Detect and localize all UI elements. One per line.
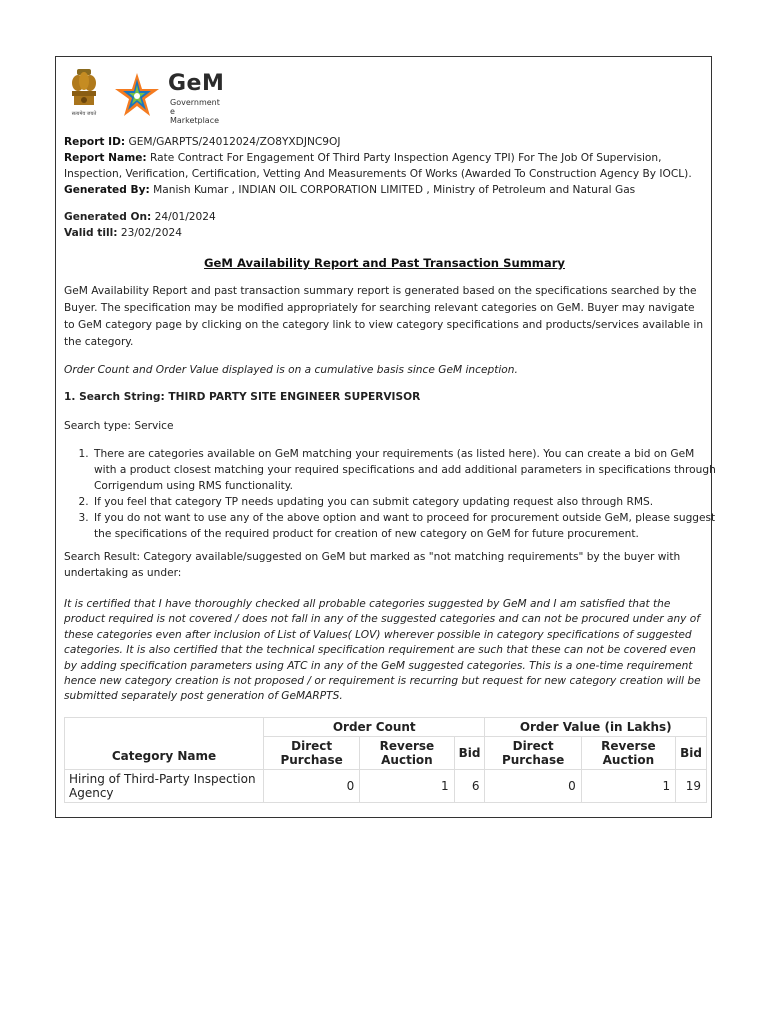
gem-brand-sub2: e Marketplace bbox=[170, 107, 220, 125]
emblem-motto: सत्यमेव जयते bbox=[71, 111, 97, 117]
list-item: 2. If you feel that category TP needs updating you can submit category updating request also through RMS. bbox=[92, 494, 720, 510]
generated-on-value: 24/01/2024 bbox=[154, 211, 216, 223]
gem-brand-text: GeM bbox=[168, 71, 225, 96]
report-name-line bbox=[64, 150, 700, 182]
report-id-label: Report ID: bbox=[64, 136, 126, 148]
guidance-list bbox=[64, 446, 720, 542]
generated-by-line bbox=[64, 182, 700, 198]
category-link[interactable]: Hiring of Third-Party Inspection Agency bbox=[65, 770, 264, 803]
search-type: Search type: Service bbox=[64, 420, 174, 432]
value-direct-purchase-header: Direct Purchase bbox=[485, 737, 581, 770]
report-title: GeM Availability Report and Past Transaction Summary bbox=[204, 256, 565, 270]
intro-paragraph: GeM Availability Report and past transaction summary report is generated based on the specifications searched by the Buyer. The specification may be modified appropriately for searching relevant categories on GeM. Buyer may navigate to GeM category page by clicking on the category link to view category specifications and products/services available in the category. bbox=[64, 285, 704, 348]
count-reverse-auction-header: Reverse Auction bbox=[360, 737, 454, 770]
search-string-heading: 1. Search String: THIRD PARTY SITE ENGINEER SUPERVISOR bbox=[64, 391, 421, 403]
count-bid: 6 bbox=[454, 770, 485, 803]
gem-brand-sub1: Government bbox=[170, 98, 220, 107]
transaction-summary-table bbox=[64, 717, 707, 803]
report-meta bbox=[64, 134, 700, 198]
generated-by-label: Generated By: bbox=[64, 184, 150, 196]
valid-till-line bbox=[64, 225, 700, 241]
report-id-line bbox=[64, 134, 700, 150]
certification-text: It is certified that I have thoroughly checked all probable categories suggested by GeM and I am satisfied that the product required is not covered / does not fall in any of the suggested categories and can not be procured under any of these categories even after inclusion of List of Values( LOV) wherever possible in category specifications of suggested categories. It is also certified that the technical specification requirement are such that these can not be covered even by adding specification parameters using ATC in any of the GeM suggested categories. This is a one-time requirement hence new category creation is not proposed / or requirement is recurring but request for new category creation will be submitted separately post generation of GeMARPTS. bbox=[64, 598, 701, 703]
generated-on-line bbox=[64, 209, 700, 225]
report-name-label: Report Name: bbox=[64, 152, 147, 164]
search-result: Search Result: Category available/suggested on GeM but marked as "not matching requirements" by the buyer with undertaking as under: bbox=[64, 551, 681, 579]
list-item: 3. If you do not want to use any of the above option and want to proceed for procurement outside GeM, please suggest the specifications of the required product for creation of new category on GeM for future procurement. bbox=[92, 510, 720, 542]
generated-by-value: Manish Kumar , INDIAN OIL CORPORATION LIMITED , Ministry of Petroleum and Natural Gas bbox=[153, 184, 636, 196]
valid-till-label: Valid till: bbox=[64, 227, 118, 239]
value-bid: 19 bbox=[676, 770, 707, 803]
report-dates bbox=[64, 209, 700, 241]
table-row bbox=[65, 770, 707, 803]
value-reverse-auction: 1 bbox=[581, 770, 675, 803]
list-item: 1. There are categories available on GeM matching your requirements (as listed here). You can create a bid on GeM with a product closest matching your required specifications and add additional parameters in specifications through Corrigendum using RMS functionality. bbox=[92, 446, 720, 494]
category-name-header: Category Name bbox=[65, 718, 264, 770]
count-direct-purchase: 0 bbox=[264, 770, 360, 803]
valid-till-value: 23/02/2024 bbox=[120, 227, 182, 239]
order-count-header: Order Count bbox=[264, 718, 485, 737]
report-frame bbox=[55, 56, 716, 818]
value-direct-purchase: 0 bbox=[485, 770, 581, 803]
report-id-value: GEM/GARPTS/24012024/ZO8YXDJNC9OJ bbox=[128, 136, 341, 148]
national-emblem-icon bbox=[67, 67, 101, 119]
generated-on-label: Generated On: bbox=[64, 211, 152, 223]
value-reverse-auction-header: Reverse Auction bbox=[581, 737, 675, 770]
count-direct-purchase-header: Direct Purchase bbox=[264, 737, 360, 770]
cumulative-note: Order Count and Order Value displayed is on a cumulative basis since GeM inception. bbox=[64, 364, 518, 376]
order-value-header: Order Value (in Lakhs) bbox=[485, 718, 707, 737]
value-bid-header: Bid bbox=[676, 737, 707, 770]
count-bid-header: Bid bbox=[454, 737, 485, 770]
report-name-value: Rate Contract For Engagement Of Third Party Inspection Agency TPI) For The Job Of Supervision, Inspection, Verification, Certification, Vetting And Measurements Of Works (Awarded To Construction Agency By IOCL). bbox=[64, 152, 692, 180]
count-reverse-auction: 1 bbox=[360, 770, 454, 803]
